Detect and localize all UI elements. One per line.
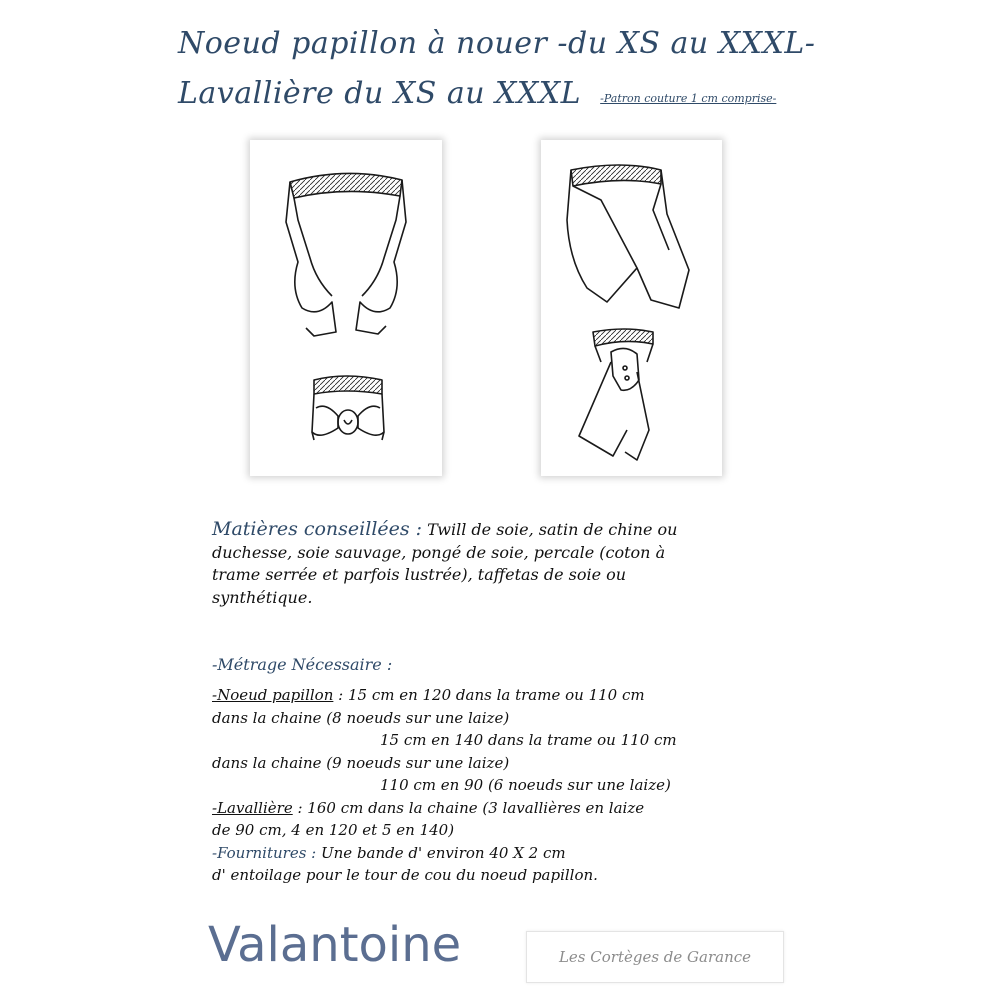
materials-text-1: Twill de soie, satin de chine ou <box>427 520 678 539</box>
lavalliere-tied-icon <box>579 329 653 460</box>
noeud-line-1 <box>212 684 792 707</box>
materials-line-4: synthétique. <box>212 587 313 607</box>
bow-tie-drawing <box>250 140 442 476</box>
metrage-heading: -Métrage Nécessaire : <box>212 655 393 674</box>
noeud-label: -Noeud papillon <box>212 686 334 704</box>
bow-tie-illustration-panel <box>250 140 442 476</box>
metrage-section <box>212 684 792 887</box>
materials-section <box>212 514 792 607</box>
lavalliere-line-1 <box>212 797 792 820</box>
bow-tie-untied-icon <box>286 173 406 336</box>
page-title: Noeud papillon à nouer -du XS au XXXL- <box>178 26 816 61</box>
partner-logo: Les Cortèges de Garance <box>526 931 784 983</box>
pattern-note: -Patron couture 1 cm comprise- <box>600 92 777 105</box>
title-line-2 <box>178 76 776 111</box>
lavalliere-text-1: : 160 cm dans la chaine (3 lavallières en laize <box>292 798 645 817</box>
materials-label: Matières conseillées : <box>212 518 423 540</box>
page-subtitle-title: Lavallière du XS au XXXL <box>178 76 582 111</box>
noeud-line-3: 15 cm en 140 dans la trame ou 110 cm <box>380 731 677 749</box>
materials-line-1 <box>212 514 792 540</box>
noeud-line-5: 110 cm en 90 (6 noeuds sur une laize) <box>380 776 671 794</box>
fournitures-text-1: Une bande d' environ 40 X 2 cm <box>316 843 566 862</box>
fournitures-line-2: d' entoilage pour le tour de cou du noeud papillon. <box>212 866 598 884</box>
lavalliere-illustration-panel <box>541 140 722 476</box>
bow-tie-tied-icon <box>312 376 384 440</box>
fournitures-label: -Fournitures : <box>212 843 317 862</box>
noeud-text-1: : 15 cm en 120 dans la trame ou 110 cm <box>333 686 645 704</box>
lavalliere-label: -Lavallière <box>212 798 293 817</box>
noeud-line-2: dans la chaine (8 noeuds sur une laize) <box>212 708 510 727</box>
materials-line-3: trame serrée et parfois lustrée), taffetas de soie ou <box>212 565 627 584</box>
lavalliere-line-2: de 90 cm, 4 en 120 et 5 en 140) <box>212 821 455 839</box>
valantoine-logo: Valantoine <box>208 917 462 973</box>
fournitures-line-1 <box>212 842 792 865</box>
materials-line-2: duchesse, soie sauvage, pongé de soie, percale (coton à <box>212 542 666 562</box>
lavalliere-untied-icon <box>567 165 689 308</box>
noeud-line-4: dans la chaine (9 noeuds sur une laize) <box>212 753 510 772</box>
lavalliere-drawing <box>541 140 722 476</box>
